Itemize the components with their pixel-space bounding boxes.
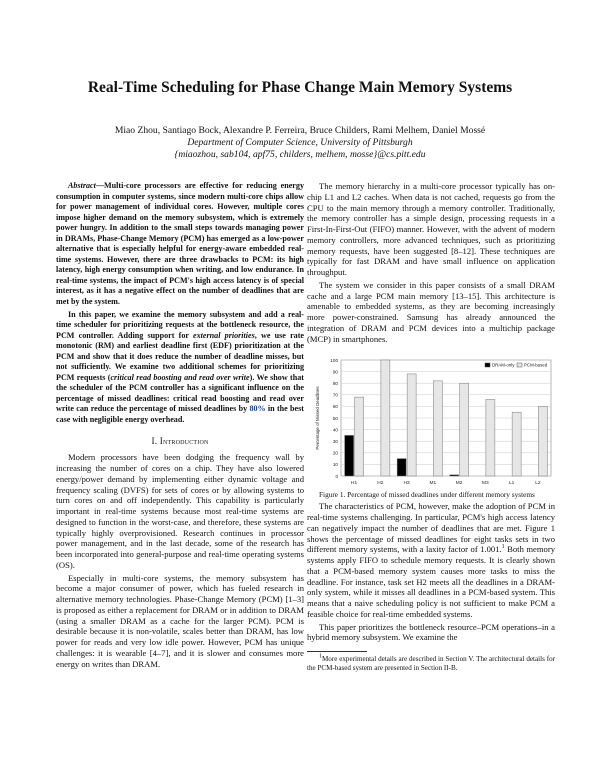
- bar-pcm-based-l1: [512, 412, 521, 476]
- x-tick-label: H2: [377, 481, 384, 487]
- y-tick-label: 80: [332, 381, 338, 387]
- abstract-text-2d: critical read boosting and read over write: [110, 372, 250, 382]
- x-tick-label: H1: [351, 481, 358, 487]
- footnote: [307, 655, 555, 673]
- abstract-text-1: —Multi-core processors are effective for reducing energy consumption in computer systems, since modern multi-core chips allow for power management of individual cores. However, multiple cores impose higher demand on the memory subsystem, which is extremely power hungry. In addition to the small steps towards managing power in DRAMs, Phase-Change Memory (PCM) has emerged as a low-power alternative that is especially helpful for energy-aware embedded real-time systems. However, there are three drawbacks to PCM: its high latency, high energy consumption when writing, and low endurance. In real-time systems, the impact of PCM's high access latency is of special interest, as it has a negative effect on the number of deadlines that are met by the system.: [56, 181, 304, 307]
- x-tick-label: L1: [508, 481, 515, 487]
- abstract: [56, 181, 304, 426]
- abstract-text-2a: In this paper, we examine the memory subsystem and add a real-time scheduler for prioritizing requests at the bottleneck resource, the PCM controller. Adding support for: [56, 309, 304, 340]
- bar-pcm-based-h2: [381, 360, 390, 476]
- x-tick-label: M1: [429, 481, 437, 487]
- section-heading-introduction: [56, 436, 304, 447]
- email-list: {miaozhou, sab104, apf75, childers, melhem, mosse}@cs.pitt.edu: [174, 149, 426, 160]
- right-text-3a: The characteristics of PCM, however, make the adoption of PCM in real-time systems challenging. In particular, PCM's high access latency can negatively impact the number of deadlines that are met. Figure 1 shows the percentage of missed deadlines for eight tasks sets in two different memory systems, with a laxity factor of 1.001.: [307, 501, 555, 555]
- y-tick-label: 50: [332, 416, 338, 422]
- abstract-paragraph-1: [56, 181, 304, 308]
- y-tick-label: 10: [332, 462, 338, 468]
- legend-label: DRAM-only: [492, 362, 515, 368]
- bar-pcm-based-l2: [538, 407, 547, 477]
- abstract-percent: 80%: [249, 404, 266, 414]
- y-tick-label: 90: [332, 369, 338, 375]
- right-paragraph-1: The memory hierarchy in a multi-core processor typically has on-chip L1 and L2 caches. When data is not cached, requests go from the CPU to the main memory through a memory controller. Traditionally, the memory controller has a simple design, processing requests in a First-In-First-Out (FIFO) manner. However, with the advent of modern memory controllers, more advanced techniques, such as prioritizing memory requests, have been suggested [8–12]. These techniques are typically for fast DRAM and have small influence on application throughput.: [307, 181, 555, 277]
- right-column: [307, 181, 555, 675]
- x-tick-label: M3: [482, 481, 489, 487]
- author-block: [0, 125, 600, 161]
- x-tick-label: L2: [535, 481, 541, 487]
- bar-dram-only-h3: [397, 459, 406, 476]
- abstract-paragraph-2: [56, 310, 304, 426]
- affiliation: Department of Computer Science, University of Pittsburgh: [187, 137, 413, 148]
- paper-title: Real-Time Scheduling for Phase Change Main Memory Systems: [87, 79, 513, 96]
- y-tick-label: 0: [335, 474, 338, 480]
- footnote-ref: 1: [501, 544, 505, 551]
- legend-label: PCM-based: [524, 362, 548, 368]
- right-paragraph-2: The system we consider in this paper consists of a small DRAM cache and a large PCM main memory [13–15]. This architecture is amenable to embedded systems, as they are becoming increasingly more power-constrained. Samsung has already announced the integration of DRAM and PCM devices into a multichip package (MCP) in smartphones.: [307, 279, 555, 344]
- legend-swatch: [517, 363, 522, 367]
- figure-1-caption: Figure 1. Percentage of missed deadlines under different memory systems: [319, 490, 535, 500]
- bar-pcm-based-m3: [486, 400, 495, 477]
- y-axis-label: Percentage of Missed Deadlines: [315, 386, 320, 450]
- section-title: Introduction: [159, 435, 209, 446]
- y-tick-label: 60: [332, 404, 338, 410]
- abstract-text-2c: , we use rate monotonic (RM) and earliest deadline first (EDF) prioritization at the PCM and show that it does reduce the number of deadline misses, but not sufficiently. We examine two additional schemes for prioritizing PCM requests (: [56, 330, 304, 382]
- section-number: I.: [151, 435, 158, 446]
- author-list: Miao Zhou, Santiago Bock, Alexandre P. Ferreira, Bruce Childers, Rami Melhem, Daniel Mossé: [114, 125, 486, 136]
- legend-swatch: [485, 363, 490, 367]
- abstract-text-2b: external priorities: [193, 330, 255, 340]
- y-tick-label: 40: [332, 427, 338, 433]
- bar-pcm-based-h1: [355, 397, 364, 476]
- intro-paragraph-2: Especially in multi-core systems, the memory subsystem has become a major consumer of power, which has fueled research in alternative memory technologies. Phase-Change Memory (PCM) [1–3] is proposed as either a replacement for DRAM or in addition to DRAM (using a smaller DRAM as a cache for the larger PCM). PCM is desirable because it is non-volatile, scales better than DRAM, has low power for reads and very low idle power. However, PCM has unique challenges: it is wearable [4–7], and it is slower and consumes more energy on writes than DRAM.: [56, 572, 304, 669]
- left-column: [56, 181, 304, 671]
- bar-dram-only-m2: [450, 475, 459, 476]
- right-text-3b: Both memory systems apply FIFO to schedule memory requests. It is clearly shown that a PCM-based memory system causes more tasks to miss the deadline. For instance, task set H2 meets all the deadlines in a DRAM-only system, while it misses all deadlines in a PCM-based system. This means that a naive scheduling policy is not sufficient to make PCM a feasible choice for real-time embedded systems.: [307, 544, 555, 619]
- figure-1: [307, 352, 555, 488]
- y-tick-label: 70: [332, 392, 338, 398]
- bar-pcm-based-m1: [433, 381, 442, 476]
- right-paragraph-3: [307, 501, 555, 619]
- y-tick-label: 20: [332, 450, 338, 456]
- bar-pcm-based-m2: [460, 383, 469, 476]
- abstract-lead: Abstract: [68, 181, 96, 190]
- footnote-text: More experimental details are described in Section V. The architectural details for the PCM-based system are presented in Section II-B.: [307, 655, 555, 672]
- intro-paragraph-1: Modern processors have been dodging the frequency wall by increasing the number of cores on a chip. They have also lowered energy/power demand by implementing either dynamic voltage and frequency scaling (DVFS) for sets of cores or by allowing systems to turn cores on and off independently. This capability is particularly important in real-time systems because most real-time systems are designed to function in the worst-case, and therefore, these systems are typically highly overprovisioned. Research continues in processor power management, and in the last decade, some of the research has been incorporated into general-purpose and real-time operating systems (OS).: [56, 452, 304, 570]
- abstract-text-2e: ). We show that the scheduler of the PCM controller has a significant influence on the percentage of missed deadlines: critical read boosting and read over write can reduce the percentage of missed deadlines by: [56, 372, 304, 414]
- x-tick-label: H3: [403, 481, 410, 487]
- bar-dram-only-h1: [345, 436, 354, 477]
- x-tick-label: M2: [455, 481, 463, 487]
- footnote-rule: [307, 651, 367, 652]
- y-tick-label: 100: [330, 358, 338, 364]
- footnote-mark: 1: [319, 653, 322, 660]
- y-tick-label: 30: [332, 439, 338, 445]
- right-paragraph-4: This paper prioritizes the bottleneck resource–PCM operations–in a hybrid memory subsystem. We examine the: [307, 621, 555, 643]
- missed-deadlines-chart: [307, 352, 555, 488]
- abstract-text-2g: in the best case with negligible energy overhead.: [56, 404, 304, 425]
- bar-pcm-based-h3: [407, 374, 416, 476]
